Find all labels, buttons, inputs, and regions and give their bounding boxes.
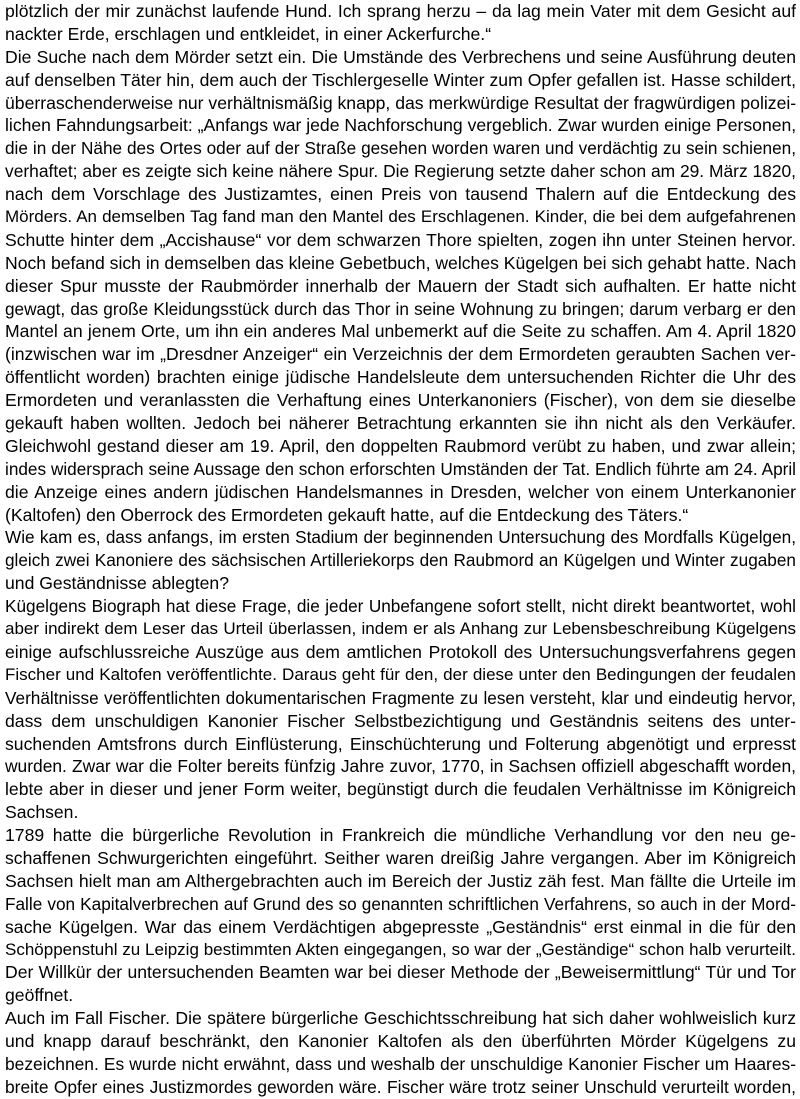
text-line: sache Kügelgen. War das einem Verdächtigen abgepresste „Geständnis“ erst einmal in die für den bbox=[5, 916, 796, 937]
text-line: verhaftet; aber es zeigte sich keine nähere Spur. Die Regierung setzte daher schon am 29. März 1820, bbox=[5, 161, 796, 182]
text-line: geöffnet. bbox=[5, 985, 74, 1006]
text-line: Verhältnisse veröffentlichten dokumentarischen Fragmente zu lesen versteht, klar und eindeutig hervor, bbox=[5, 687, 796, 708]
text-line: dass dem unschuldigen Kanonier Fischer Selbstbezichtigung und Geständnis seitens des unter- bbox=[5, 710, 796, 731]
text-line: Wie kam es, dass anfangs, im ersten Stadium der beginnenden Untersuchung des Mordfalls Kügelgen, bbox=[5, 527, 796, 548]
text-line: gewagt, das große Kleidungsstück durch das Thor in seine Wohnung zu bringen; darum verbarg er den bbox=[5, 298, 796, 319]
text-line: gekauft haben wollten. Jedoch bei näherer Betrachtung erkannten sie ihn nicht als den Verkäufer. bbox=[5, 413, 796, 434]
text-line: wurden. Zwar war die Folter bereits fünfzig Jahre zuvor, 1770, in Sachsen offiziell abgeschafft worden, bbox=[5, 756, 796, 777]
text-line: Gleichwohl gestand dieser am 19. April, den doppelten Raubmord verübt zu haben, und zwar allein; bbox=[5, 435, 796, 456]
text-line: (Kaltofen) den Oberrock des Ermordeten gekauft hatte, auf die Entdeckung des Täters.“ bbox=[5, 504, 689, 525]
text-line: aber indirekt dem Leser das Urteil überlassen, indem er als Anhang zur Lebensbeschreibung Kügelgens bbox=[5, 619, 796, 639]
text-line: die Anzeige eines andern jüdischen Handelsmannes in Dresden, welcher von einem Unterkanonier bbox=[5, 481, 796, 502]
text-line: öffentlicht worden) brachten einige jüdische Handelsleute dem untersuchenden Richter die Uhr des bbox=[5, 367, 796, 388]
text-line: Der Willkür der untersuchenden Beamten war bei dieser Methode der „Beweisermittlung“ Tür und Tor bbox=[5, 962, 796, 983]
text-line: und Geständnisse ablegten? bbox=[5, 573, 230, 594]
text-line: einige aufschlussreiche Auszüge aus dem amtlichen Protokoll des Untersuchungsverfahrens gegen bbox=[5, 641, 796, 662]
text-line: Mörders. An demselben Tag fand man den Mantel des Erschlagenen. Kinder, die bei dem aufgefahrenen bbox=[5, 207, 796, 227]
text-line: Fischer und Kaltofen veröffentlichte. Daraus geht für den, der diese unter den Bedingungen der feudalen bbox=[5, 664, 796, 684]
text-line: indes widersprach seine Aussage den schon erforschten Umständen der Tat. Endlich führte am 24. April bbox=[5, 458, 796, 479]
paragraph-1 bbox=[5, 0, 796, 46]
paragraph-3 bbox=[5, 526, 796, 595]
text-line: die in der Nähe des Ortes oder auf der Straße gesehen worden waren und verdächtig zu sein schienen, bbox=[5, 138, 796, 159]
paragraph-2 bbox=[5, 46, 796, 527]
paragraph-4 bbox=[5, 595, 796, 824]
text-line: breite Opfer eines Justizmordes geworden wäre. Fischer wäre trotz seiner Unschuld verurteilt worden, bbox=[5, 1076, 796, 1097]
text-line: Mantel an jenem Orte, um ihn ein anderes Mal unbemerkt auf die Seite zu schaffen. Am 4. April 1820 bbox=[5, 321, 796, 342]
text-line: Sachsen. bbox=[5, 802, 79, 823]
text-line: nach dem Vorschlage des Justizamtes, einen Preis von tausend Thalern auf die Entdeckung des bbox=[5, 184, 796, 205]
text-line: plötzlich der mir zunächst laufende Hund. Ich sprang herzu – da lag mein Vater mit dem Gesicht auf bbox=[5, 1, 796, 21]
text-line: Ermordeten und veranlassten die Verhaftung eines Unterkanoniers (Fischer), von dem sie dieselbe bbox=[5, 390, 796, 411]
text-line: Noch befand sich in demselben das kleine Gebetbuch, welches Kügelgen bei sich gehabt hatte. Nach bbox=[5, 252, 796, 273]
text-line: Falle von Kapitalverbrechen auf Grund des so genannten schriftlichen Verfahrens, so auch in der Mord- bbox=[5, 893, 796, 914]
text-line: Schutte hinter dem „Accishause“ vor dem schwarzen Thore spielten, zogen ihn unter Steinen hervor. bbox=[5, 229, 796, 250]
paragraph-5 bbox=[5, 824, 796, 1007]
text-line: Auch im Fall Fischer. Die spätere bürgerliche Geschichtsschreibung hat sich daher wohlweislich kurz bbox=[5, 1008, 796, 1029]
text-line: 1789 hatte die bürgerliche Revolution in Frankreich die mündliche Verhandlung vor den neu ge- bbox=[5, 825, 796, 846]
text-line: nackter Erde, erschlagen und entkleidet, in einer Ackerfurche.“ bbox=[5, 23, 492, 44]
text-line: schaffenen Schwurgerichten eingeführt. Seither waren dreißig Jahre vergangen. Aber im Königreich bbox=[5, 847, 796, 868]
text-line: gleich zwei Kanoniere des sächsischen Artilleriekorps den Raubmord an Kügelgen und Winter zugaben bbox=[5, 550, 796, 571]
text-line: (inzwischen war im „Dresdner Anzeiger“ ein Verzeichnis der dem Ermordeten geraubten Sachen ver- bbox=[5, 344, 796, 365]
text-line: Sachsen hielt man am Althergebrachten auch im Bereich der Justiz zäh fest. Man fällte die Urteile im bbox=[5, 870, 796, 891]
text-line: Kügelgens Biograph hat diese Frage, die jeder Unbefangene sofort stellt, nicht direkt beantwortet, wohl bbox=[5, 596, 796, 617]
text-line: auf denselben Täter hin, dem auch der Tischlergeselle Winter zum Opfer gefallen ist. Hasse schildert, bbox=[5, 69, 796, 90]
text-line: überraschenderweise nur verhältnismäßig knapp, das merkwürdige Resultat der fragwürdigen polizei- bbox=[5, 92, 796, 113]
text-line: Die Suche nach dem Mörder setzt ein. Die Umstände des Verbrechens und seine Ausführung deuten bbox=[5, 46, 796, 67]
text-line: bezeichnen. Es wurde nicht erwähnt, dass und weshalb der unschuldige Kanonier Fischer um Haares- bbox=[5, 1053, 796, 1074]
text-line: und knapp darauf beschränkt, den Kanonier Kaltofen als den überführten Mörder Kügelgens zu bbox=[5, 1031, 796, 1052]
text-line: lichen Fahndungsarbeit: „Anfangs war jede Nachforschung vergeblich. Zwar wurden einige Personen, bbox=[5, 115, 796, 136]
text-line: dieser Spur musste der Raubmörder innerhalb der Mauern der Stadt sich aufhalten. Er hatte nicht bbox=[5, 275, 796, 296]
paragraph-6 bbox=[5, 1007, 796, 1099]
text-line: lebte aber in dieser und jener Form weiter, begünstigt durch die feudalen Verhältnisse im Königreich bbox=[5, 779, 796, 800]
text-line: suchenden Amtsfrons durch Einflüsterung, Einschüchterung und Folterung abgenötigt und erpresst bbox=[5, 733, 796, 754]
text-line: Schöppenstuhl zu Leipzig bestimmten Akten eingegangen, so war der „Geständige“ schon halb verurteilt. bbox=[5, 939, 796, 959]
